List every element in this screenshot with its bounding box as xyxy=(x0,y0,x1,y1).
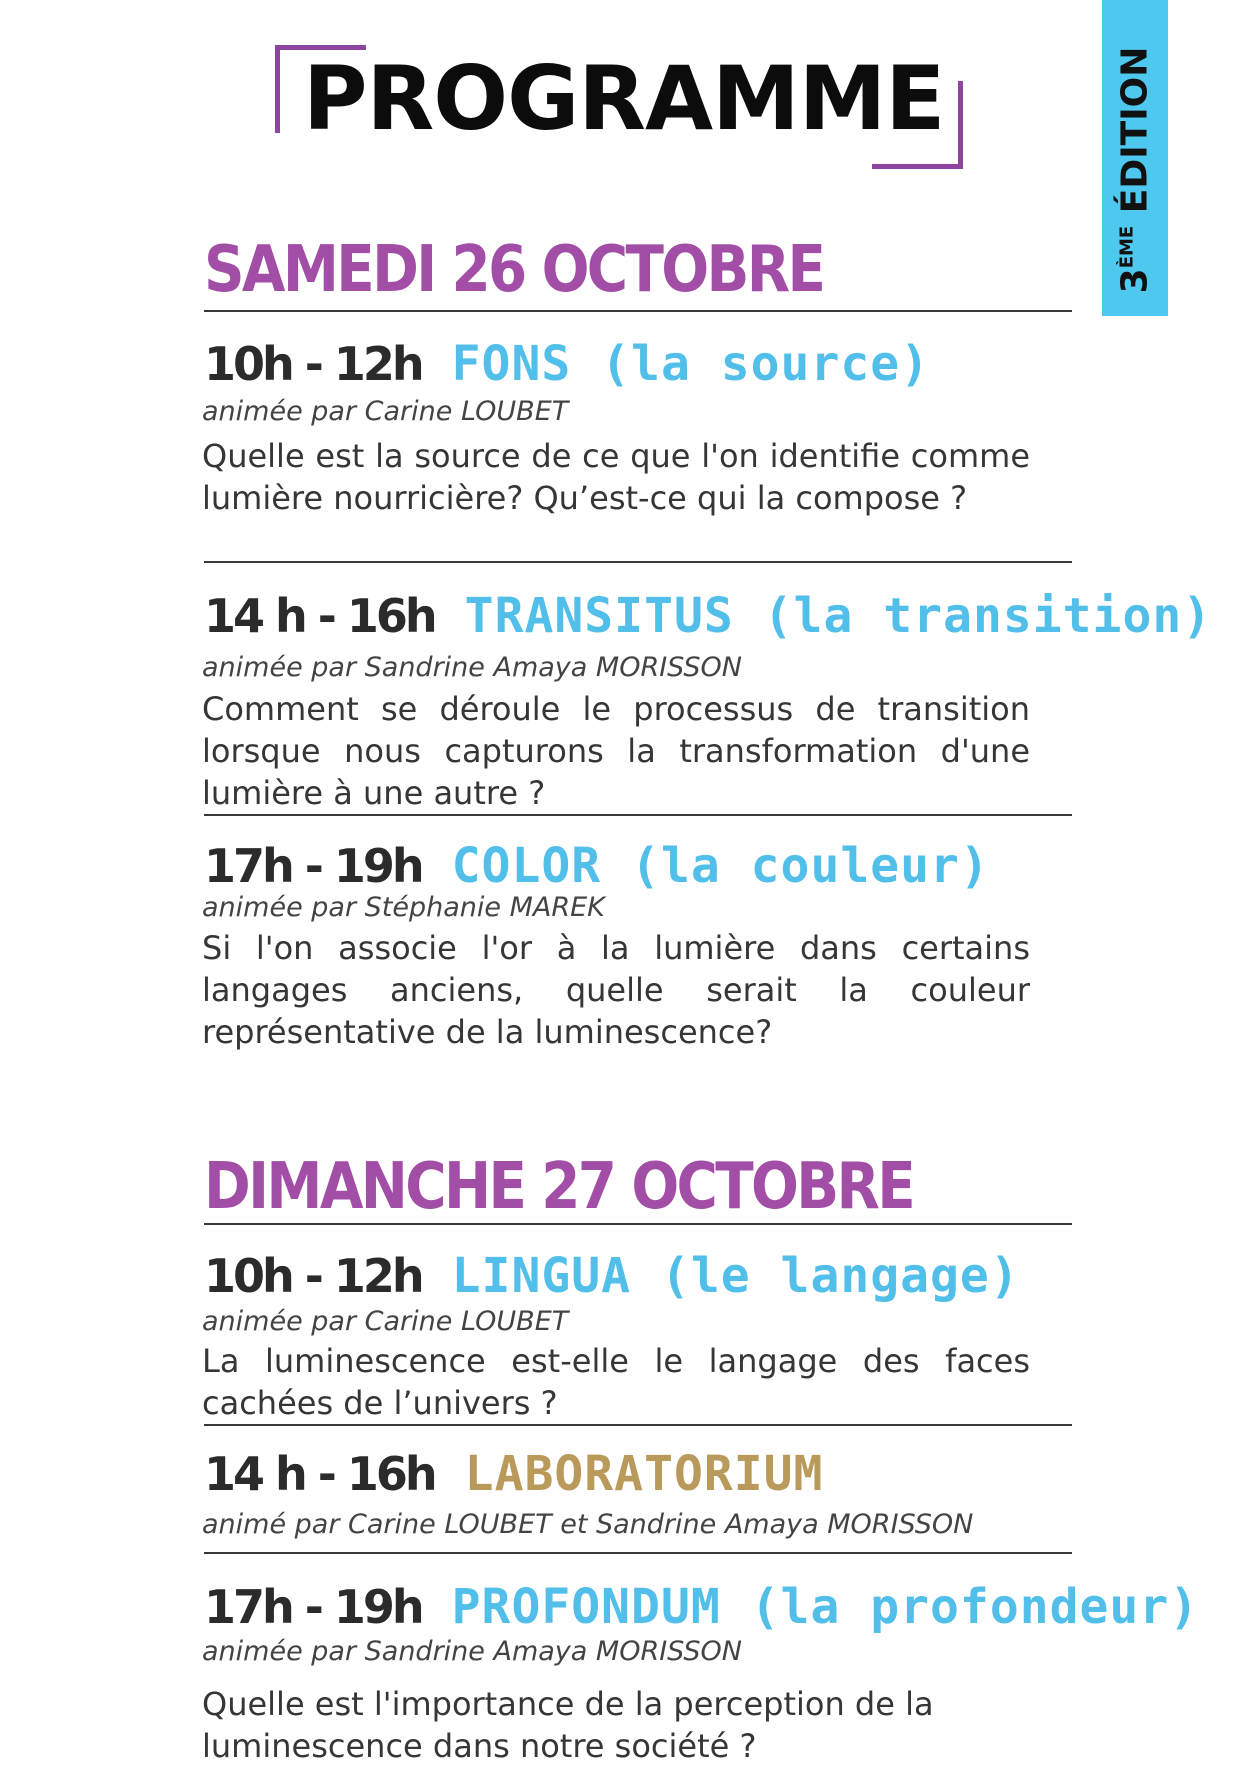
session-header xyxy=(204,1579,1200,1635)
session-header xyxy=(204,336,931,392)
divider xyxy=(204,1223,1072,1225)
session-description: Quelle est l'importance de la perception de la luminescence dans notre société ? xyxy=(202,1685,934,1765)
day-title-saturday: SAMEDI 26 OCTOBRE xyxy=(204,233,824,307)
session-time: 10h - 12h xyxy=(204,1249,422,1303)
divider xyxy=(204,1424,1072,1426)
session-host: animé par Carine LOUBET et Sandrine Amaya MORISSON xyxy=(202,1509,974,1540)
divider xyxy=(204,561,1072,563)
divider xyxy=(204,310,1072,312)
session-time: 14 h - 16h xyxy=(204,1447,435,1501)
session-header xyxy=(204,588,1213,644)
title-block xyxy=(275,45,963,169)
edition-label xyxy=(1115,47,1156,294)
session-title: COLOR (la couleur) xyxy=(451,838,990,894)
edition-number: 3 xyxy=(1114,268,1156,294)
divider xyxy=(204,814,1072,816)
divider xyxy=(204,1552,1072,1554)
edition-suffix: ÈME xyxy=(1116,225,1138,269)
session-description: La luminescence est-elle le langage des faces cachées de l’univers ? xyxy=(202,1342,1030,1422)
edition-tab xyxy=(1102,0,1168,316)
session-title: FONS (la source) xyxy=(451,336,931,392)
session-time: 10h - 12h xyxy=(204,337,422,391)
session-title: LABORATORIUM xyxy=(464,1446,824,1502)
session-title: LINGUA (le langage) xyxy=(451,1248,1020,1304)
session-time: 17h - 19h xyxy=(204,839,422,893)
session-time: 14 h - 16h xyxy=(204,589,435,643)
session-host: animée par Carine LOUBET xyxy=(202,396,569,427)
session-time: 17h - 19h xyxy=(204,1580,422,1634)
page-title: PROGRAMME xyxy=(303,47,945,150)
session-header xyxy=(204,838,990,894)
session-header xyxy=(204,1248,1020,1304)
session-title: TRANSITUS (la transition) xyxy=(464,588,1213,644)
session-description: Si l'on associe l'or à la lumière dans certains langages anciens, quelle serait la couleur représentative de la luminescence? xyxy=(202,929,1030,1051)
session-description: Comment se déroule le processus de transition lorsque nous capturons la transformation d'une lumière à une autre ? xyxy=(202,690,1030,812)
session-description: Quelle est la source de ce que l'on identifie comme lumière nourricière? Qu’est-ce qui la compose ? xyxy=(202,437,1030,517)
session-host: animée par Sandrine Amaya MORISSON xyxy=(202,1636,742,1667)
session-host: animée par Stéphanie MAREK xyxy=(202,892,605,923)
day-title-sunday: DIMANCHE 27 OCTOBRE xyxy=(204,1150,914,1224)
session-title: PROFONDUM (la profondeur) xyxy=(451,1579,1200,1635)
edition-word: ÉDITION xyxy=(1114,46,1156,214)
session-host: animée par Carine LOUBET xyxy=(202,1306,569,1337)
session-header xyxy=(204,1446,824,1502)
session-host: animée par Sandrine Amaya MORISSON xyxy=(202,652,742,683)
